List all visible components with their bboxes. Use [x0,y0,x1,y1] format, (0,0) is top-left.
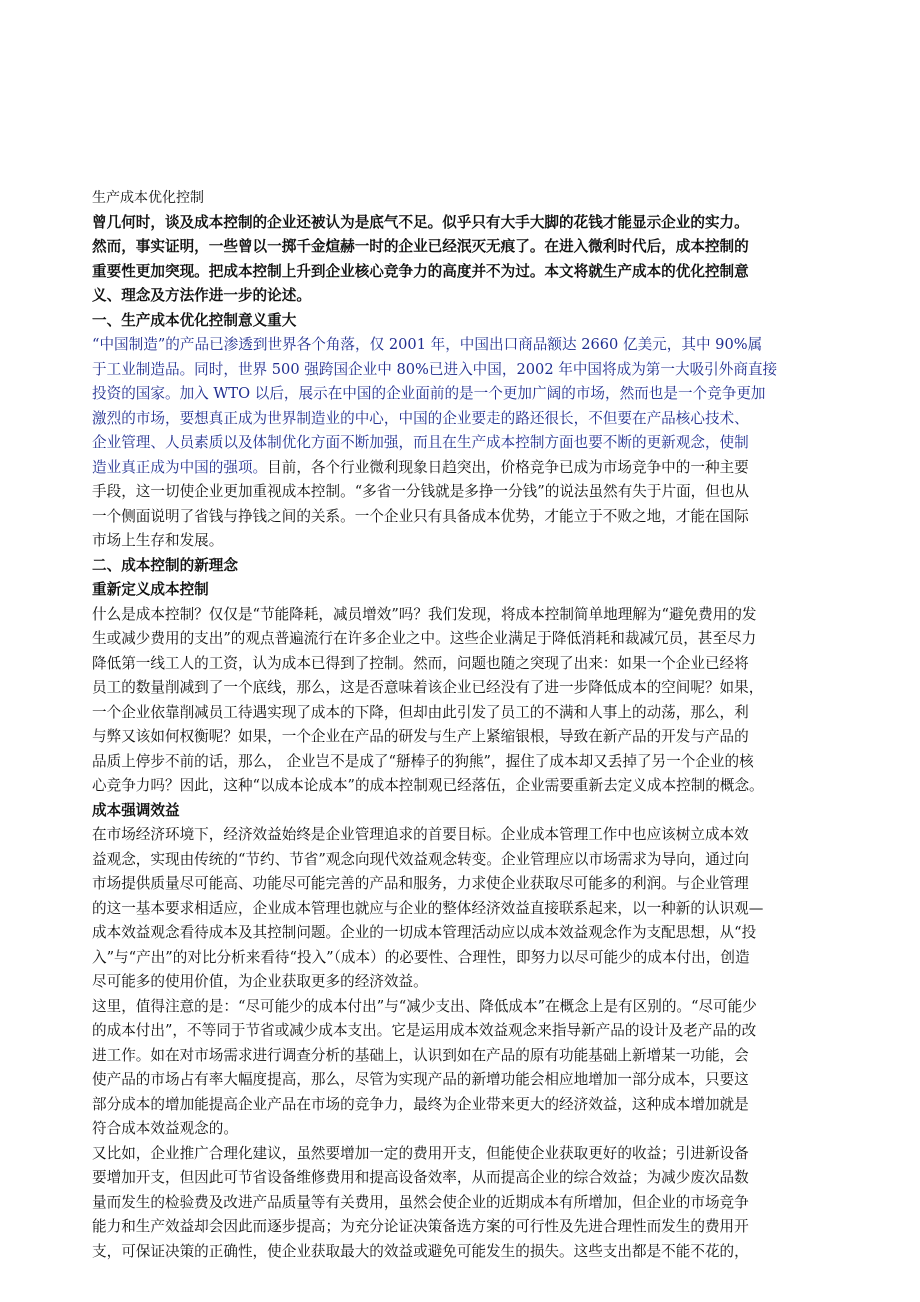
section-heading-1: 一、生产成本优化控制意义重大 [92,311,297,329]
text-line: 投资的国家。加入 WTO 以后，展示在中国的企业面前的是一个更加广阔的市场，然而也是一个竞争更加 [92,385,766,402]
text-line: 在市场经济环境下，经济效益始终是企业管理追求的首要目标。企业成本管理工作中也应该树立成本效 [92,826,749,843]
text-line: 部分成本的增加能提高企业产品在市场的竞争力，最终为企业带来更大的经济效益，这种成本增加就是 [92,1095,749,1113]
text-span-blue: 造业真正成为中国的强项。 [92,458,268,476]
text-line: 入”与“产出”的对比分析来看待“投入”（成本）的必要性、合理性，即努力以尽可能少的成本付出，创造 [92,948,750,966]
text-line: 能力和生产效益却会因此而逐步提高；为充分论证决策备选方案的可行性及先进合理性而发生的费用开 [92,1218,749,1235]
paragraph-2 [92,603,830,799]
text-line: 支，可保证决策的正确性，使企业获取最大的效益或避免可能发生的损失。这些支出都是不能不花的， [92,1242,749,1260]
text-line: 的成本付出”，不等同于节省或减少成本支出。它是运用成本效益观念来指导新产品的设计及老产品的改 [92,1022,757,1039]
text-line: 符合成本效益观念的。 [92,1120,238,1137]
document-title: 生产成本优化控制 [92,190,204,206]
text-line: 的这一基本要求相适应，企业成本管理也就应与企业的整体经济效益直接联系起来，以一种新的认识观— [92,899,764,917]
intro-paragraph [92,211,830,309]
paragraph-1 [92,333,830,554]
text-line: 市场上生存和发展。 [92,532,224,549]
text-line: 重要性更加突现。把成本控制上升到企业核心竞争力的高度并不为过。本文将就生产成本的优化控制意 [92,262,749,280]
text-line: 益观念，实现由传统的“节约、节省”观念向现代效益观念转变。企业管理应以市场需求为导向，通过向 [92,850,750,868]
text-line: 市场提供质量尽可能高、功能尽可能完善的产品和服务，力求使企业获取尽可能多的利润。与企业管理 [92,875,749,892]
text-line: 要增加开支，但因此可节省设备维修费用和提高设备效率，从而提高企业的综合效益；为减少废次品数 [92,1169,749,1186]
paragraph-5 [92,1142,830,1265]
text-line: 品质上停步不前的话，那么， 企业岂不是成了“掰棒子的狗熊”，握住了成本却又丢掉了另一个企业的核 [92,752,754,770]
text-line: 生或减少费用的支出”的观点普遍流行在许多企业之中。这些企业满足于降低消耗和裁减冗员，甚至尽力 [92,630,757,647]
text-span: 目前，各个行业微利现象日趋突出，价格竞争已成为市场竞争中的一种主要 [267,458,749,476]
text-line: 尽可能多的使用价值，为企业获取更多的经济效益。 [92,973,428,990]
text-line: 降低第一线工人的工资，认为成本已得到了控制。然而，问题也随之突现了出来：如果一个企业已经将 [92,654,749,672]
text-line: 又比如，企业推广合理化建议，虽然要增加一定的费用开支，但能使企业获取更好的收益；引进新设备 [92,1144,749,1162]
text-line: 一个侧面说明了省钱与挣钱之间的关系。一个企业只有具备成本优势，才能立于不败之地，才能在国际 [92,507,749,525]
section-heading-2: 二、成本控制的新理念 [92,556,238,574]
text-line: 企业管理、人员素质以及体制优化方面不断加强，而且在生产成本控制方面也要不断的更新观念，使制 [92,434,749,451]
text-line: 成本效益观念看待成本及其控制问题。企业的一切成本管理活动应以成本效益观念作为支配思想，从“投 [92,924,757,941]
text-line [92,456,830,481]
document-body [92,186,830,1264]
text-line: 进工作。如在对市场需求进行调查分析的基础上，认识到如在产品的原有功能基础上新增某一功能，会 [92,1046,749,1064]
text-line: 手段，这一切使企业更加重视成本控制。“多省一分钱就是多挣一分钱”的说法虽然有失于片面，但也从 [92,483,750,500]
text-line: 这里，值得注意的是：“尽可能少的成本付出”与“减少支出、降低成本”在概念上是有区别的。“尽可能少 [92,997,757,1015]
subsection-heading: 成本强调效益 [92,801,180,819]
paragraph-3 [92,823,830,995]
text-line: 与弊又该如何权衡呢？如果，一个企业在产品的研发与生产上紧缩银根，导致在新产品的开发与产品的 [92,728,749,745]
text-line: 一个企业依靠削减员工待遇实现了成本的下降，但却由此引发了员工的不满和人事上的动荡，那么，利 [92,703,749,721]
text-line: 曾几何时，谈及成本控制的企业还被认为是底气不足。似乎只有大手大脚的花钱才能显示企业的实力。 [92,213,749,231]
text-line: 使产品的市场占有率大幅度提高，那么，尽管为实现产品的新增功能会相应地增加一部分成本，只要这 [92,1071,749,1088]
subsection-heading: 重新定义成本控制 [92,581,209,598]
text-line: “中国制造”的产品已渗透到世界各个角落，仅 2001 年，中国出口商品额达 2660 亿美元，其中 90%属 [92,336,763,353]
text-line: 心竞争力吗？因此，这种“以成本论成本”的成本控制观已经落伍，企业需要重新去定义成本控制的概念。 [92,777,764,794]
text-line: 什么是成本控制？仅仅是“节能降耗，减员增效”吗？我们发现，将成本控制简单地理解为“避免费用的发 [92,605,757,623]
text-line: 然而，事实证明，一些曾以一掷千金煊赫一时的企业已经泯灭无痕了。在进入微利时代后，成本控制的 [92,238,749,255]
text-line: 量而发生的检验费及改进产品质量等有关费用，虽然会使企业的近期成本有所增加，但企业的市场竞争 [92,1193,749,1211]
text-line: 于工业制造品。同时，世界 500 强跨国企业中 80%已进入中国，2002 年中国将成为第一大吸引外商直接 [92,360,778,378]
paragraph-4 [92,995,830,1142]
text-line: 义、理念及方法作进一步的论述。 [92,287,311,304]
text-line: 激烈的市场，要想真正成为世界制造业的中心，中国的企业要走的路还很长，不但要在产品核心技术、 [92,409,749,427]
text-line: 员工的数量削减到了一个底线，那么，这是否意味着该企业已经没有了进一步降低成本的空间呢？如果， [92,679,764,696]
